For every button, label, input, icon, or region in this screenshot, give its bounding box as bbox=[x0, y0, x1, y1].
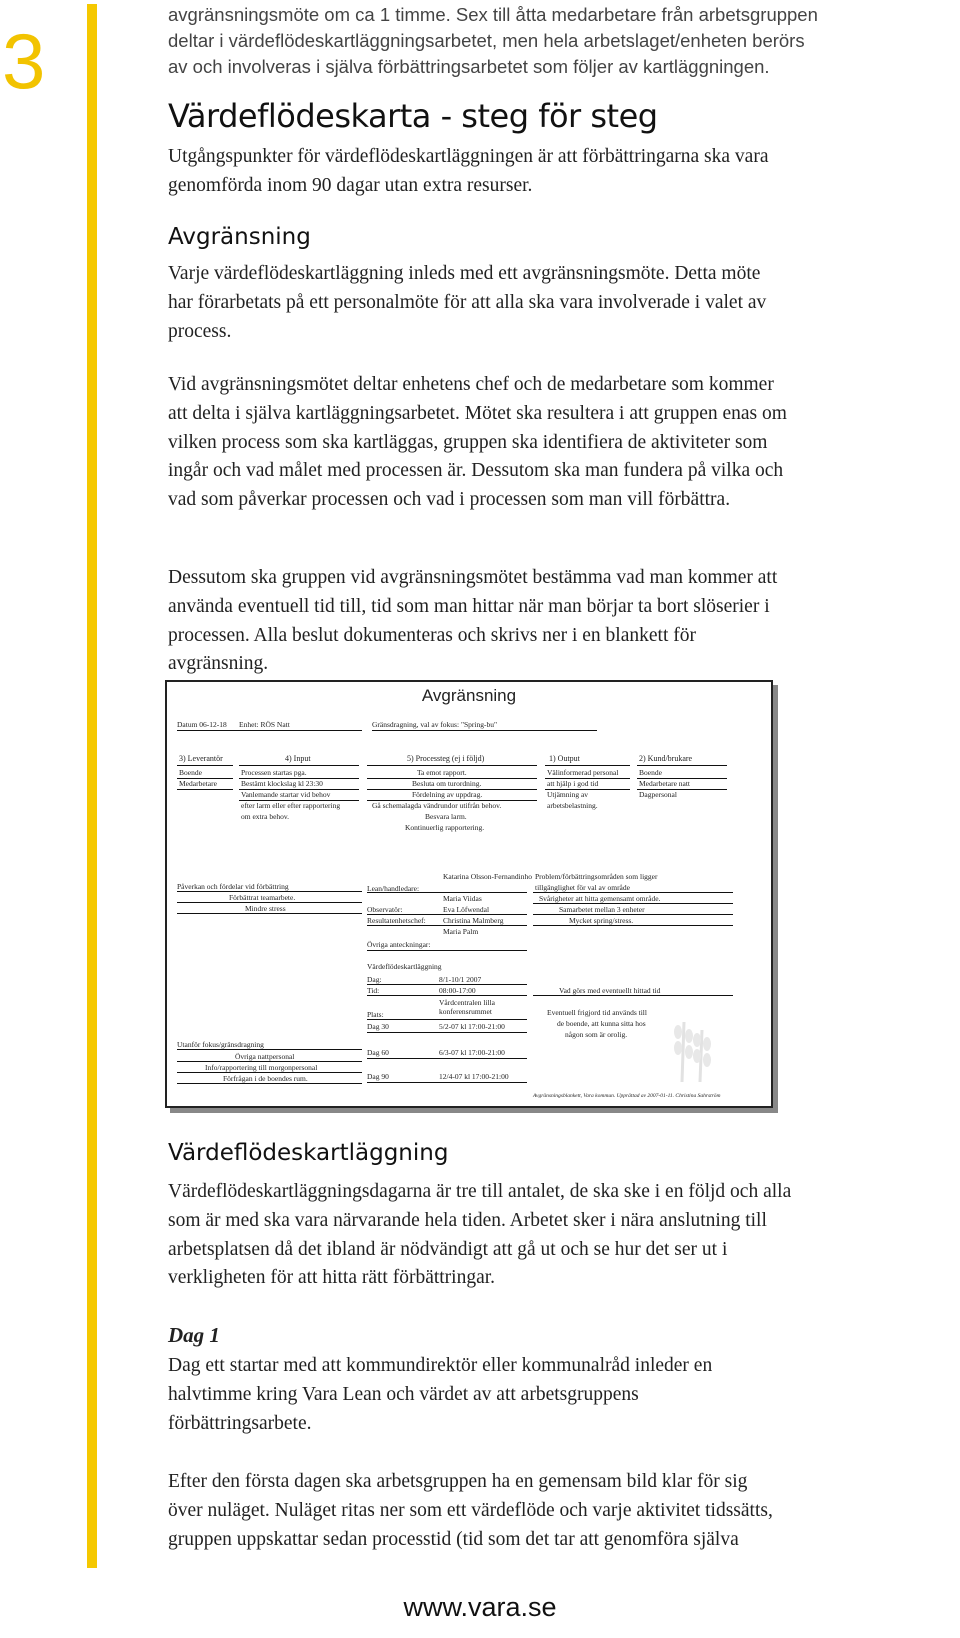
form-team-label: Lean/handledare: bbox=[367, 884, 420, 893]
form-cell: Mycket spring/stress. bbox=[569, 916, 634, 925]
form-cell: Ta emot rapport. bbox=[417, 768, 467, 777]
form-paverkan-title: Påverkan och fördelar vid förbättring bbox=[177, 882, 289, 891]
form-schedule-value: 6/3-07 kl 17:00-21:00 bbox=[439, 1048, 505, 1057]
form-col-header: 1) Output bbox=[549, 754, 580, 763]
form-team-value: Maria Palm bbox=[443, 927, 479, 936]
text-line: vilken process som ska kartläggas, gruppen ska identifiera de aktiviteter som bbox=[168, 431, 768, 453]
form-rule bbox=[372, 730, 597, 731]
form-cell: efter larm eller efter rapportering bbox=[241, 801, 341, 810]
form-col-header: 2) Kund/brukare bbox=[639, 754, 693, 763]
text-line: Varje värdeflödeskartläggning inleds med ett avgränsningsmöte. Detta möte bbox=[168, 263, 761, 284]
form-schedule-label: Dag 30 bbox=[367, 1022, 389, 1031]
form-cell: Dagpersonal bbox=[639, 790, 677, 799]
form-cell: om extra behov. bbox=[241, 812, 290, 821]
form-utanfor-title: Utanför fokus/gränsdragning bbox=[177, 1040, 264, 1049]
dag1-paragraph-1 bbox=[168, 1352, 712, 1438]
intro-paragraph bbox=[168, 2, 818, 80]
text-line: som är med ska vara närvarande hela tiden. Arbetet sker i nära anslutning till bbox=[168, 1209, 767, 1231]
form-cell: Förbättrat teamarbete. bbox=[229, 893, 296, 902]
form-schedule-value: 08:00-17:00 bbox=[439, 986, 476, 995]
kartlaggning-paragraph bbox=[168, 1178, 791, 1293]
form-cell: Samarbetet mellan 3 enheter bbox=[559, 905, 645, 914]
form-title: Avgränsning bbox=[421, 686, 517, 705]
form-cell: Svårigheter att hitta gemensamt område. bbox=[539, 894, 661, 903]
form-col-header: 3) Leverantör bbox=[179, 754, 223, 763]
form-schedule-value: 8/1-10/1 2007 bbox=[439, 975, 482, 984]
intro-line: av och involveras i själva förbättringsarbetet som följer av kartläggningen. bbox=[168, 56, 770, 77]
section-heading-avgransning: Avgränsning bbox=[168, 224, 311, 250]
form-cell: Övriga nattpersonal bbox=[235, 1052, 295, 1061]
form-team-value: Maria Viidas bbox=[443, 894, 482, 903]
form-schedule-value: 12/4-07 kl 17:00-21:00 bbox=[439, 1072, 509, 1081]
wheat-watermark-icon bbox=[662, 1012, 722, 1087]
form-vad-title: Vad görs med eventuellt hittad tid bbox=[559, 986, 661, 995]
text-line: förbättringsarbete. bbox=[168, 1412, 312, 1434]
form-cell: Fördelning av uppdrag. bbox=[412, 790, 483, 799]
form-cell: tillgänglighet för val av område bbox=[535, 883, 630, 892]
text-line: arbetsplatsen då det ibland är nödvändigt att gå ut och se hur det ser ut i bbox=[168, 1238, 728, 1260]
footer-url: www.vara.se bbox=[403, 1592, 557, 1622]
form-schedule-value: Vårdcentralen lilla konferensrummet bbox=[439, 998, 496, 1016]
text-line: halvtimme kring Vara Lean och värdet av att arbetsgruppens bbox=[168, 1383, 639, 1405]
form-cell: Medarbetare natt bbox=[639, 779, 691, 788]
text-line: processen. Alla beslut dokumenteras och skrivs ner i en blankett för bbox=[168, 624, 696, 646]
form-schedule-label: Dag 60 bbox=[367, 1048, 389, 1057]
form-cell: Eventuell frigjord tid används till bbox=[547, 1008, 647, 1017]
text-line: använda eventuell tid till, tid som man hittar när man börjar ta bort slöserier i bbox=[168, 595, 770, 617]
form-cell: Utjämning av bbox=[547, 790, 589, 799]
form-team-label: Resultatenhetschef: bbox=[367, 916, 426, 925]
text-line: genomförda inom 90 dagar utan extra resurser. bbox=[168, 174, 533, 196]
form-col-header: 4) Input bbox=[285, 754, 311, 763]
avgransning-paragraph-2 bbox=[168, 371, 787, 515]
form-cell: Info/rapportering till morgonpersonal bbox=[205, 1063, 318, 1072]
form-rule bbox=[177, 730, 362, 731]
form-cell: att hjälp i god tid bbox=[547, 779, 599, 788]
form-team-value: Katarina Olsson-Fernandinho bbox=[443, 872, 532, 881]
form-team-label: Observatör: bbox=[367, 905, 403, 914]
form-schedule-label: Dag 90 bbox=[367, 1072, 389, 1081]
form-team-value: Eva Löfwendal bbox=[443, 905, 490, 914]
text-line: Efter den första dagen ska arbetsgruppen ha en gemensam bild klar för sig bbox=[168, 1471, 748, 1492]
text-line: process. bbox=[168, 320, 232, 342]
dag1-paragraph-2 bbox=[168, 1468, 773, 1554]
text-line: Dag ett startar med att kommundirektör eller kommunalråd inleder en bbox=[168, 1355, 713, 1376]
form-team-label: Övriga anteckningar: bbox=[367, 940, 431, 949]
form-cell: Medarbetare bbox=[179, 779, 217, 788]
page-number: 3 bbox=[2, 17, 46, 105]
text-line: Utgångspunkter för värdeflödeskartläggningen är att förbättringarna ska vara bbox=[168, 146, 769, 167]
text-line: Dessutom ska gruppen vid avgränsningsmötet bestämma vad man kommer att bbox=[168, 567, 778, 588]
form-cell: Bestämt klockslag kl 23:30 bbox=[241, 779, 323, 788]
form-cell: Besvara larm. bbox=[425, 812, 467, 821]
subheading-dag-1: Dag 1 bbox=[168, 1323, 220, 1347]
text-line: Värdeflödeskartläggningsdagarna är tre till antalet, de ska ske i en följd och alla bbox=[168, 1181, 792, 1202]
form-datum: Datum 06-12-18 bbox=[177, 720, 227, 729]
section1-paragraph bbox=[168, 143, 768, 201]
text-line: verkligheten för att hitta rätt förbättringar. bbox=[168, 1267, 496, 1289]
intro-line: deltar i värdeflödeskartläggningsarbetet, men hela arbetslaget/enheten berörs bbox=[168, 30, 805, 51]
form-cell: Processen startas pga. bbox=[241, 768, 307, 777]
form-cell: Gå schemalagda vändrundor utifrån behov. bbox=[372, 801, 502, 810]
intro-line: avgränsningsmöte om ca 1 timme. Sex till åtta medarbetare från arbetsgruppen bbox=[168, 4, 818, 25]
section-heading-vardefloedeskartlaggning: Värdeflödeskartläggning bbox=[168, 1140, 449, 1166]
form-schedule-label: Tid: bbox=[367, 986, 380, 995]
form-team-value: Christina Malmberg bbox=[443, 916, 504, 925]
avgransning-paragraph-1 bbox=[168, 260, 766, 346]
form-col-header: 5) Processteg (ej i följd) bbox=[407, 754, 485, 763]
avgransning-form-image bbox=[165, 680, 773, 1108]
form-cell: Vanlemande startar vid behov bbox=[241, 790, 331, 799]
text-line: avgränsning. bbox=[168, 653, 269, 675]
avgransning-paragraph-3 bbox=[168, 564, 777, 679]
form-cell: Besluta om turordning. bbox=[412, 779, 482, 788]
form-cell: Kontinuerlig rapportering. bbox=[405, 823, 485, 832]
form-cell: Förfrågan i de boendes rum. bbox=[223, 1074, 308, 1083]
text-line: Vid avgränsningsmötet deltar enhetens chef och de medarbetare som kommer bbox=[168, 374, 774, 395]
form-cell: arbetsbelastning. bbox=[547, 801, 598, 810]
text-line: har förarbetats på ett personalmöte för att alla ska vara involverade i valet av bbox=[168, 291, 767, 313]
text-line: ingår och vad målet med processen är. Dessutom ska man fundera på vilka och bbox=[168, 460, 784, 482]
form-schedule-label: Plats: bbox=[367, 1010, 384, 1019]
form-cell: de boende, att kunna sitta hos bbox=[557, 1019, 646, 1028]
accent-bar bbox=[87, 4, 97, 1568]
text-line: vad som påverkar processen och vad i processen som man vill förbättra. bbox=[168, 489, 731, 511]
form-schedule-label: Dag: bbox=[367, 975, 382, 984]
form-avgransning-fokus: Gränsdragning, val av fokus: "Spring-bu" bbox=[372, 720, 498, 729]
form-problem-title: Problem/förbättringsområden som ligger bbox=[535, 872, 658, 881]
form-cell: någon som är orolig. bbox=[565, 1030, 628, 1039]
form-cell: Boende bbox=[179, 768, 202, 777]
form-cell: Mindre stress bbox=[245, 904, 286, 913]
form-enhet: Enhet: RÖS Natt bbox=[239, 720, 290, 729]
text-line: gruppen uppskattar sedan processtid (tid som det tar att genomföra själva bbox=[168, 1528, 739, 1550]
form-cell: Boende bbox=[639, 768, 662, 777]
form-footer-note: Avgränsningsblankett, Vara kommun. Upprättad av 2007-01-11. Christina Sahrström bbox=[533, 1093, 721, 1099]
form-vardeflode-title: Värdeflödeskartläggning bbox=[367, 962, 442, 971]
form-schedule-value: 5/2-07 kl 17:00-21:00 bbox=[439, 1022, 505, 1031]
form-cell: Välinformerad personal bbox=[547, 768, 619, 777]
text-line: att delta i själva kartläggningsarbetet. Mötet ska resultera i att gruppen enas om bbox=[168, 402, 787, 424]
text-line: över nuläget. Nuläget ritas ner som ett värdeflöde och varje aktivitet tidssätts, bbox=[168, 1499, 773, 1521]
section-heading-vardefloedeskarta: Värdeflödeskarta - steg för steg bbox=[168, 97, 658, 135]
